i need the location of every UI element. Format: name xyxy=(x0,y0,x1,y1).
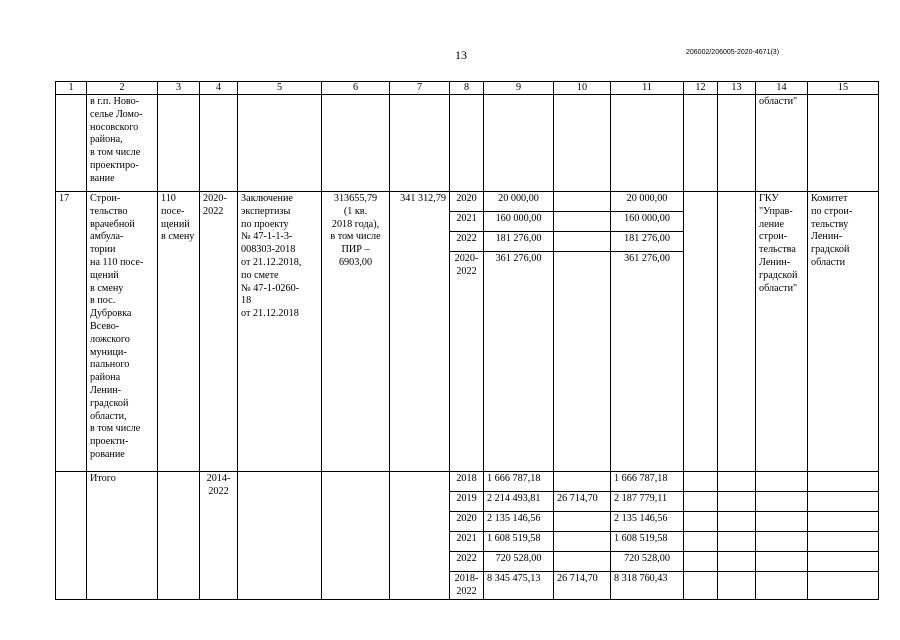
value-cell xyxy=(554,552,611,572)
table-cell xyxy=(684,192,718,472)
year-cell: 2020- 2022 xyxy=(450,252,484,472)
table-cell xyxy=(718,192,756,472)
period-cell: 2014- 2022 xyxy=(200,472,238,600)
value-cell: 8 318 760,43 xyxy=(611,572,684,600)
table-cell xyxy=(56,472,87,600)
value-cell: 1 608 519,58 xyxy=(611,532,684,552)
table-cell xyxy=(756,572,808,600)
table-cell xyxy=(718,572,756,600)
year-cell: 2020 xyxy=(450,512,484,532)
table-cell xyxy=(684,552,718,572)
table-cell xyxy=(450,95,484,192)
customer-cell: ГКУ "Управ- ление строи- тельства Ленин- градской области" xyxy=(756,192,808,472)
table-cell xyxy=(200,95,238,192)
value-cell: 1 666 787,18 xyxy=(484,472,554,492)
value-cell: 720 528,00 xyxy=(484,552,554,572)
value-cell xyxy=(554,512,611,532)
value-cell: 1 608 519,58 xyxy=(484,532,554,552)
table-cell xyxy=(808,552,879,572)
capacity-cell: 110 посе- щений в смену xyxy=(158,192,200,472)
table-cell xyxy=(56,95,87,192)
table-cell xyxy=(718,532,756,552)
year-cell: 2020 xyxy=(450,192,484,212)
column-number: 12 xyxy=(684,82,718,95)
value-cell: 20 000,00 xyxy=(484,192,554,212)
period-cell: 2020- 2022 xyxy=(200,192,238,472)
table-cell xyxy=(808,512,879,532)
value-cell: 2 214 493,81 xyxy=(484,492,554,512)
value-cell: 720 528,00 xyxy=(611,552,684,572)
value-cell xyxy=(554,532,611,552)
table-cell xyxy=(238,95,322,192)
table-cell xyxy=(611,95,684,192)
column-number: 5 xyxy=(238,82,322,95)
column-number: 4 xyxy=(200,82,238,95)
table-row xyxy=(56,192,879,212)
col7-cell: 341 312,79 xyxy=(390,192,450,472)
estimate-cell: 313655,79 (1 кв. 2018 года), в том числе ПИР – 6903,00 xyxy=(322,192,390,472)
column-number-row xyxy=(56,82,879,95)
value-cell xyxy=(554,232,611,252)
value-cell: 361 276,00 xyxy=(484,252,554,472)
table-cell xyxy=(808,472,879,492)
value-cell: 2 187 779,11 xyxy=(611,492,684,512)
table-cell xyxy=(756,492,808,512)
value-cell xyxy=(554,192,611,212)
table-cell xyxy=(808,532,879,552)
column-number: 9 xyxy=(484,82,554,95)
table-cell xyxy=(808,95,879,192)
table-cell xyxy=(322,95,390,192)
table-cell xyxy=(756,532,808,552)
table-cell xyxy=(718,512,756,532)
table-cell xyxy=(390,472,450,600)
year-cell: 2022 xyxy=(450,552,484,572)
value-cell xyxy=(554,212,611,232)
year-cell: 2022 xyxy=(450,232,484,252)
object-name: Строи- тельство врачебной амбула- тории на 110 посе- щений в смену в пос. Дубровка Всево- ложского муници- пального района Ленин- градской области, в том числе проекти- рование xyxy=(87,192,158,472)
table-cell xyxy=(718,492,756,512)
value-cell: 2 135 146,56 xyxy=(484,512,554,532)
table-cell xyxy=(684,492,718,512)
column-number: 14 xyxy=(756,82,808,95)
column-number: 3 xyxy=(158,82,200,95)
table-cell xyxy=(756,472,808,492)
total-row xyxy=(56,472,879,492)
column-number: 13 xyxy=(718,82,756,95)
table-cell xyxy=(756,552,808,572)
column-number: 8 xyxy=(450,82,484,95)
value-cell: 26 714,70 xyxy=(554,492,611,512)
customer-cell: области" xyxy=(756,95,808,192)
table-cell xyxy=(718,552,756,572)
year-cell: 2019 xyxy=(450,492,484,512)
table-cell xyxy=(684,512,718,532)
column-number: 2 xyxy=(87,82,158,95)
table-cell xyxy=(390,95,450,192)
column-number: 11 xyxy=(611,82,684,95)
value-cell: 2 135 146,56 xyxy=(611,512,684,532)
value-cell: 26 714,70 xyxy=(554,572,611,600)
page-number: 13 xyxy=(455,48,467,62)
year-cell: 2021 xyxy=(450,532,484,552)
table-cell xyxy=(718,472,756,492)
value-cell: 1 666 787,18 xyxy=(611,472,684,492)
table-cell xyxy=(684,572,718,600)
value-cell: 20 000,00 xyxy=(611,192,684,212)
value-cell: 181 276,00 xyxy=(484,232,554,252)
value-cell: 8 345 475,13 xyxy=(484,572,554,600)
column-number: 6 xyxy=(322,82,390,95)
column-number: 15 xyxy=(808,82,879,95)
table-cell xyxy=(756,512,808,532)
documents-cell: Заключение экспертизы по проекту № 47-1-1-3- 008303-2018 от 21.12.2018, по смете № 47-1-0260- 18 от 21.12.2018 xyxy=(238,192,322,472)
program-table xyxy=(55,81,879,600)
table-cell xyxy=(238,472,322,600)
column-number: 1 xyxy=(56,82,87,95)
table-cell xyxy=(808,572,879,600)
table-cell xyxy=(718,95,756,192)
table-cell xyxy=(554,95,611,192)
column-number: 10 xyxy=(554,82,611,95)
value-cell: 361 276,00 xyxy=(611,252,684,472)
year-cell: 2018 xyxy=(450,472,484,492)
table-cell xyxy=(484,95,554,192)
table-cell xyxy=(684,532,718,552)
column-number: 7 xyxy=(390,82,450,95)
value-cell: 160 000,00 xyxy=(611,212,684,232)
committee-cell: Комитет по строи- тельству Ленин- градской области xyxy=(808,192,879,472)
value-cell: 181 276,00 xyxy=(611,232,684,252)
table-cell xyxy=(158,95,200,192)
table-cell xyxy=(684,472,718,492)
document-id: 206002/206005-2020-4671(3) xyxy=(686,49,780,56)
year-cell: 2021 xyxy=(450,212,484,232)
table-cell xyxy=(808,492,879,512)
year-cell: 2018- 2022 xyxy=(450,572,484,600)
row-number: 17 xyxy=(56,192,87,472)
table-cell xyxy=(684,95,718,192)
total-label: Итого xyxy=(87,472,158,600)
continued-row xyxy=(56,95,879,192)
value-cell xyxy=(554,472,611,492)
value-cell xyxy=(554,252,611,472)
table-cell xyxy=(158,472,200,600)
value-cell: 160 000,00 xyxy=(484,212,554,232)
object-name: в г.п. Ново- селье Ломо- носовского района, в том числе проектиро- вание xyxy=(87,95,158,192)
table-cell xyxy=(322,472,390,600)
